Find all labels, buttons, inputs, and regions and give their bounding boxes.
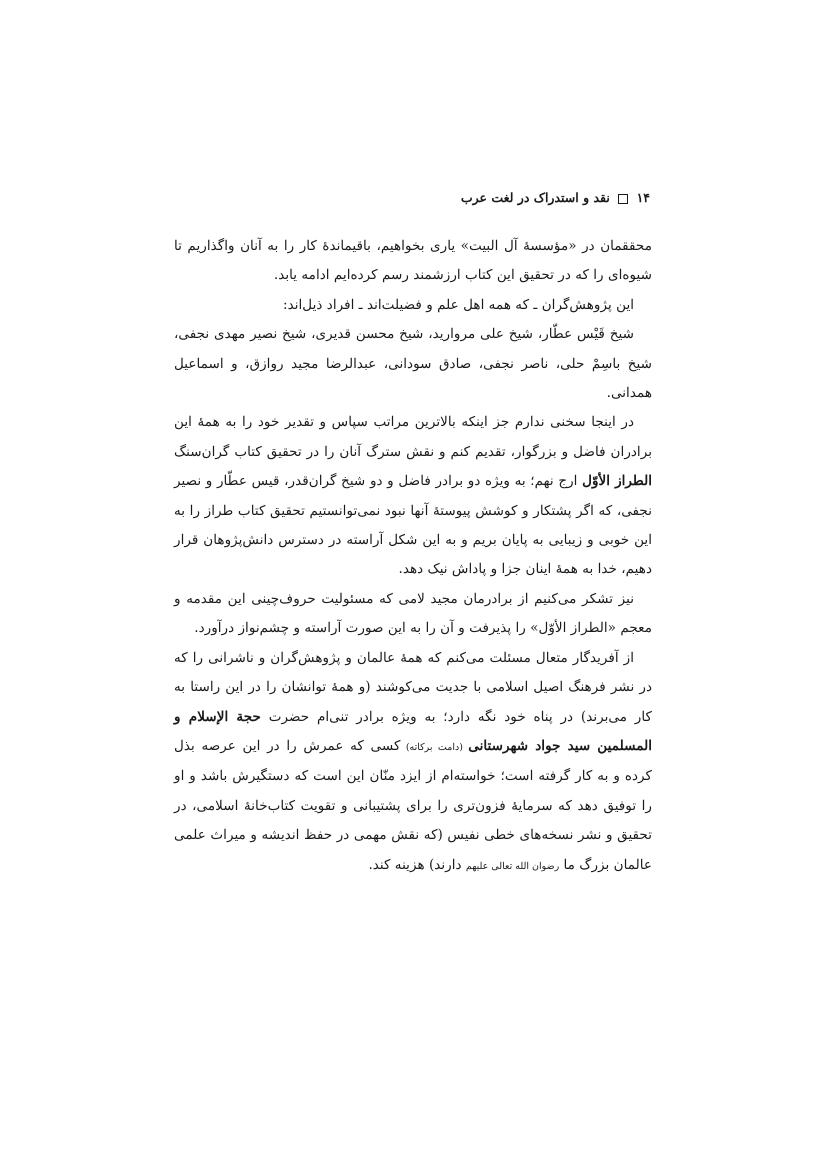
- paragraph-4-text-b: ارج نهم؛ به ویژه دو برادر فاضل و دو شیخ گران‌قدر، قیس عطّار و نصیر نجفی، که اگر پشتکار و کوشش پیوستهٔ آنها نبود نمی‌توانستیم تحقیق کتاب طراز را به این خوبی و زیبایی به پایان بریم و به این شکل آراسته در دسترس دانش‌پژوهان قرار دهیم، خدا به همهٔ اینان جزا و پاداش نیک دهد.: [174, 473, 652, 578]
- paragraph-6: [174, 644, 652, 881]
- paragraph-5: نیز تشکر می‌کنیم از برادرمان مجید لامی که مسئولیت حروف‌چینی این مقدمه و معجم «الطراز الأوّل» را پذیرفت و آن را به این صورت آراسته و چشم‌نواز درآورد.: [174, 590, 652, 637]
- square-ornament-icon: [618, 194, 628, 204]
- honorific-small-1: (دامت برکاته): [400, 741, 469, 753]
- honorific-small-2: رضوان الله تعالی علیهم: [465, 860, 560, 872]
- body-text: [174, 232, 652, 881]
- book-title: نقد و استدراک در لغت عرب: [460, 190, 610, 205]
- paragraph-6-text-c: دارند) هزینه کند.: [368, 856, 466, 873]
- paragraph-1: محققمان در «مؤسسهٔ آل البیت» یاری بخواهیم، باقیماندهٔ کار را به آنان واگذاریم تا شیوه‌ای را که در تحقیق این کتاب ارزشمند رسم کرده‌ایم ادامه یابد.: [174, 238, 652, 284]
- running-header: [170, 190, 650, 205]
- paragraph-2: این پژوهش‌گران ـ که همه اهل علم و فضیلت‌اند ـ افراد ذیل‌اند:: [283, 296, 634, 313]
- paragraph-4-text-a: در اینجا سخنی ندارم جز اینکه بالاترین مراتب سپاس و تقدیر خود را به همهٔ این برادران فاضل و بزرگوار، تقدیم کنم و نقش سترگ آنان را در تحقیق کتاب گران‌سنگ: [174, 414, 652, 460]
- paragraph-6-text-b: کسی که عمرش را در این عرصه بذل کرده و به کار گرفته است؛ خواسته‌ام از ایزد منّان این است که دستگیرش باشد و او را توفیق دهد که سرمایهٔ فزون‌تری را برای پشتیبانی و تقویت کتاب‌خانهٔ اسلامی، در تحقیق و نشر نسخه‌های خطی نفیس (که نقش مهمی در حفظ اندیشه و میراث علمی عالمان بزرگ ما: [174, 737, 652, 873]
- paragraph-3: شیخ قَیْس عطّار، شیخ علی مروارید، شیخ محسن قدیری، شیخ نصیر مهدی نجفی، شیخ باسِمْ حلی، ناصر نجفی، صادق سودانی، عبدالرضا مجید روازق، و اسماعیل همدانی.: [174, 326, 652, 402]
- book-name-bold: الطراز الأوّل: [582, 473, 652, 490]
- paragraph-4: [174, 408, 652, 584]
- page-number: ۱۴: [636, 190, 650, 205]
- honorific-name-bold: حجة الإسلام و المسلمین سید جواد شهرستانی: [174, 708, 652, 754]
- paragraph-6-text-a: از آفریدگار متعال مسئلت می‌کنم که همهٔ عالمان و پژوهش‌گران و ناشرانی را که در نشر فرهنگ اصیل اسلامی با جدیت می‌کوشند (و همهٔ توانشان را در این راستا به کار می‌برند) در پناه خود نگه دارد؛ به ویژه برادر تنی‌ام حضرت: [174, 649, 652, 725]
